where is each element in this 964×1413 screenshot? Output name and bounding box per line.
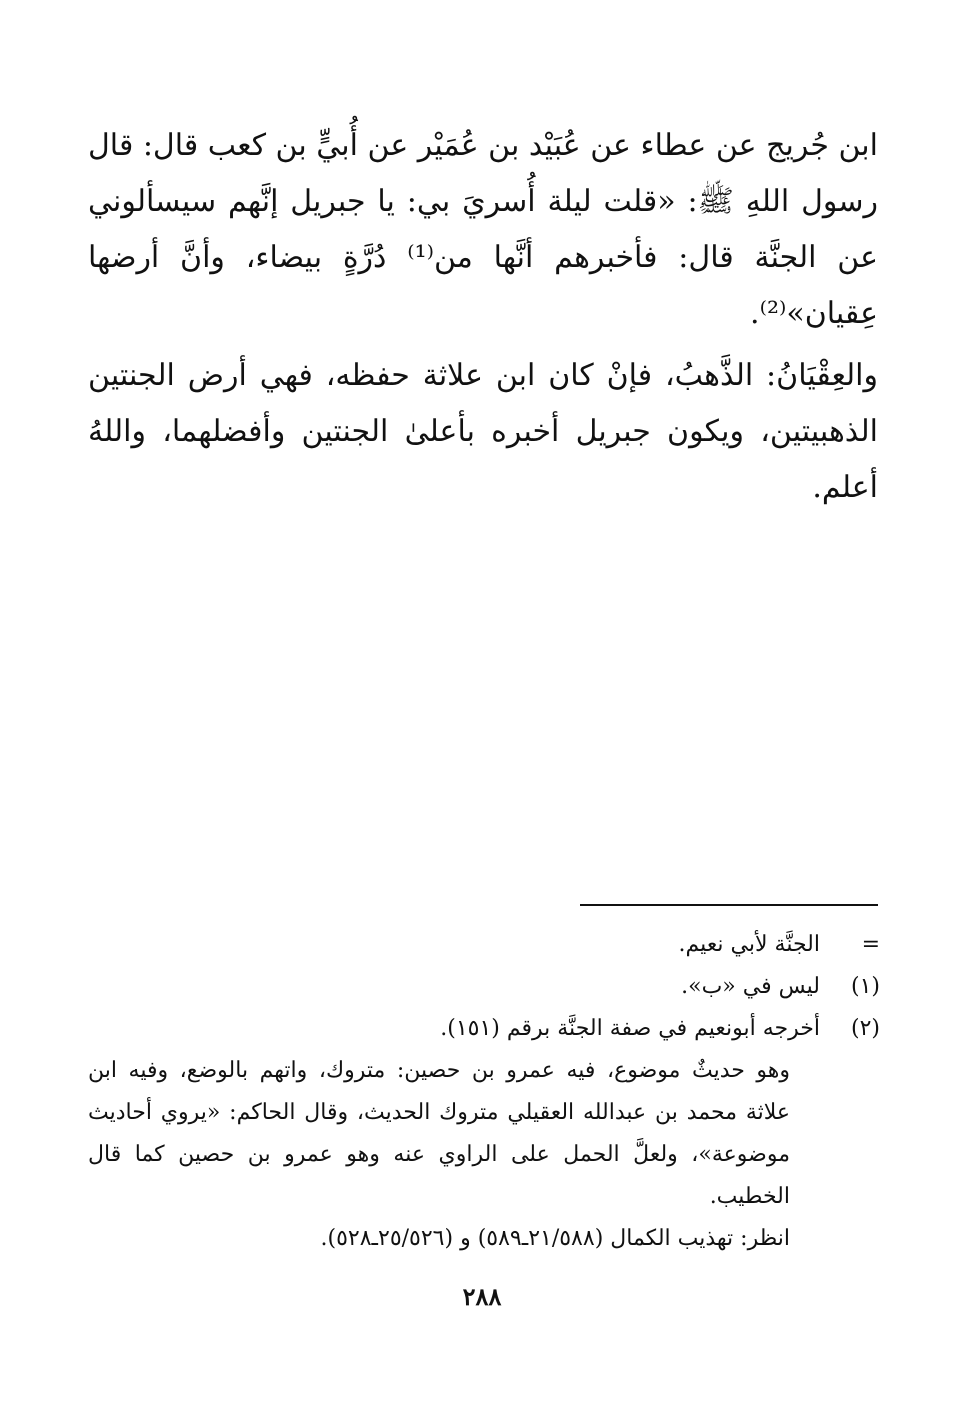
footnote-1 xyxy=(88,966,880,1008)
footnotes xyxy=(88,924,880,1260)
footnote-text: الجنَّة لأبي نعيم. xyxy=(678,932,820,957)
footnote-2-continuation xyxy=(88,1050,880,1260)
paragraph-commentary: والعِقْيَانُ: الذَّهبُ، فإنْ كان ابن علاثة حفظه، فهي أرض الجنتين الذهبيتين، ويكون جبريل أخبره بأعلىٰ الجنتين وأفضلهما، واللهُ أعلم. xyxy=(88,358,878,505)
footnote-mark: (٢) xyxy=(850,1016,880,1041)
page-number: ٢٨٨ xyxy=(462,1282,502,1311)
footnote-2 xyxy=(88,1008,880,1050)
footnote-text: أخرجه أبونعيم في صفة الجنَّة برقم (١٥١). xyxy=(440,1016,820,1041)
footnote-2-comment: وهو حديثٌ موضوع، فيه عمرو بن حصين: متروك، واتهم بالوضع، وفيه ابن علاثة محمد بن عبدالله العقيلي متروك الحديث، وقال الحاكم: «يروي أحاديث موضوعة»، ولعلَّ الحمل على الراوي عنه وهو عمرو بن حصين كما قال الخطيب. xyxy=(88,1058,790,1209)
footnote-mark: (١) xyxy=(850,974,880,999)
paragraph-hadith: ابن جُريج عن عطاء عن عُبَيْد بن عُمَيْر عن أُبيٍّ بن كعب قال: قال رسول اللهِ ﷺ: «قلت ليلة أُسريَ بي: يا جبريل إنَّهم سيسألوني عن الجنَّة قال: فأخبرهم أنَّها من⁽¹⁾ دُرَّةٍ بيضاء، وأنَّ أرضها عِقيان»⁽²⁾. xyxy=(88,128,878,331)
footnote-text: ليس في «ب». xyxy=(681,974,820,999)
main-text xyxy=(88,118,878,516)
footnote-2-reference: انظر: تهذيب الكمال (٢١/٥٨٨ـ٥٨٩) و (٢٥/٥٢٦ـ٥٢٨). xyxy=(320,1226,790,1251)
footnote-mark: = xyxy=(861,932,880,957)
footnote-continued xyxy=(88,924,880,966)
footnote-separator xyxy=(580,904,878,906)
